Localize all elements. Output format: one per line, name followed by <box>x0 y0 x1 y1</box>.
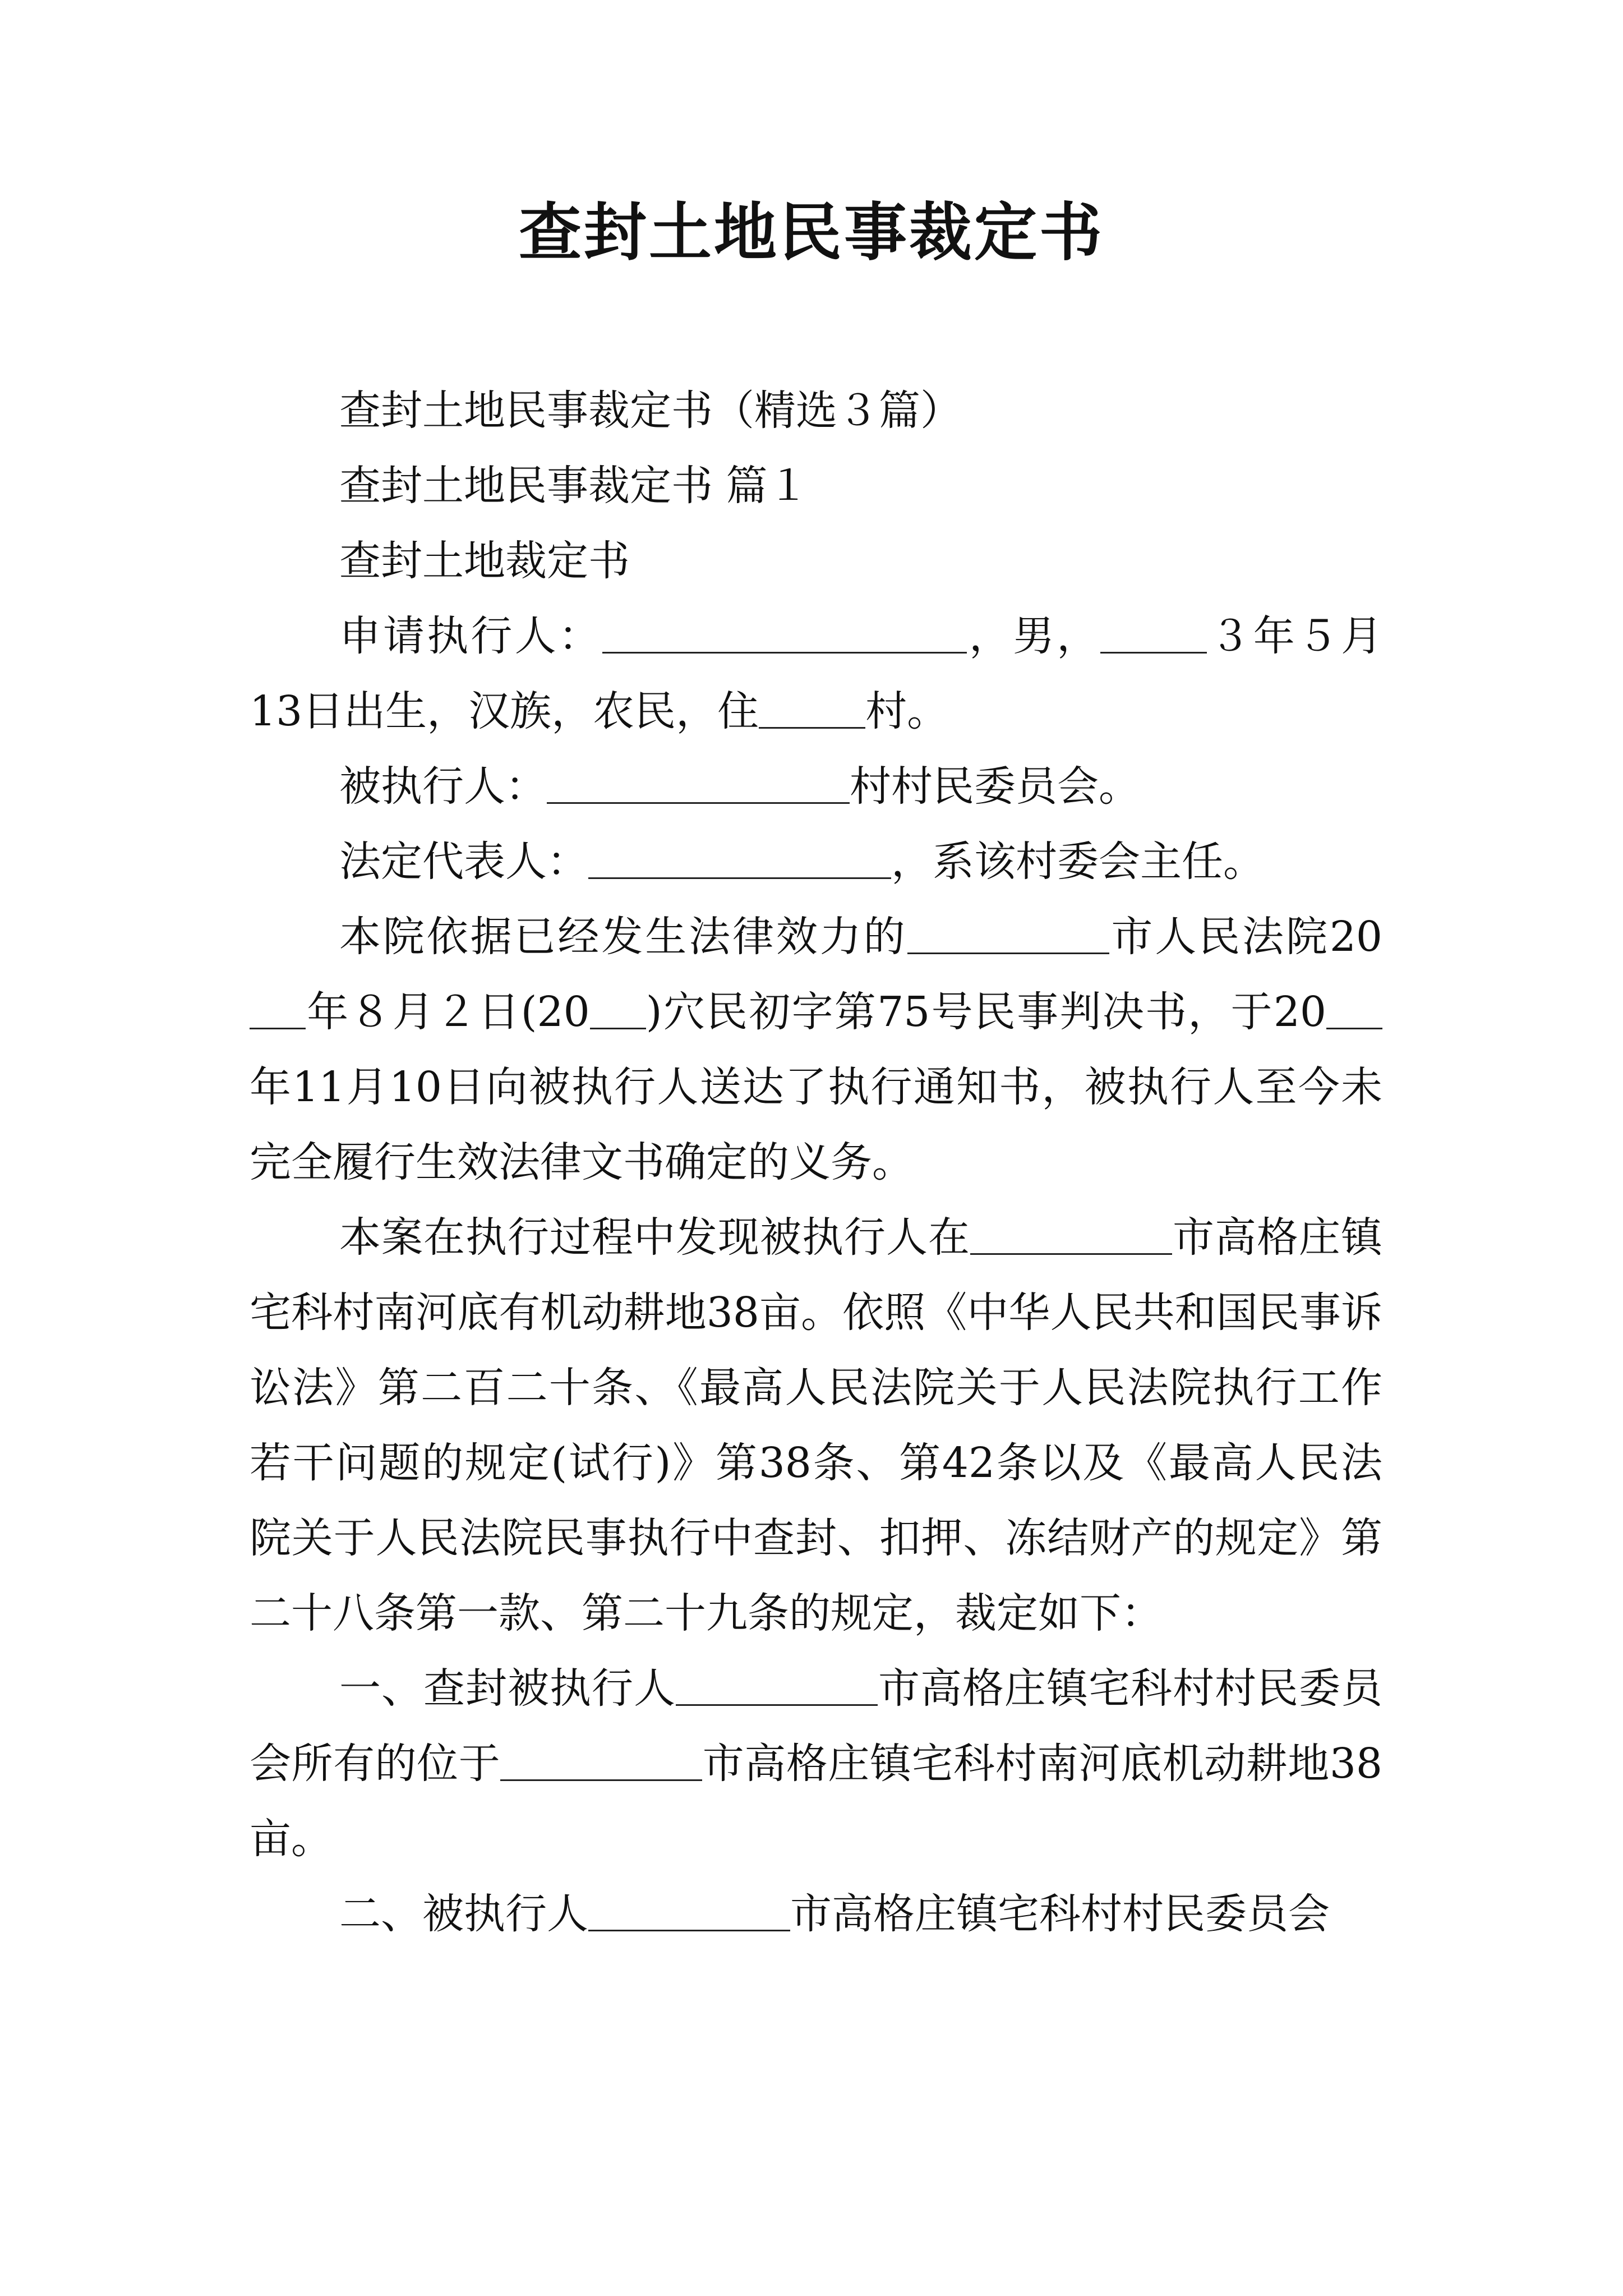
document-title: 查封土地民事裁定书 <box>519 196 1104 269</box>
representative-label: 法定代表人： <box>339 838 588 886</box>
line-collection-title: 查封土地民事裁定书（精选３篇） <box>339 386 962 435</box>
respondent-suffix: 村村民委员会。 <box>850 762 1140 811</box>
blank-year-3 <box>1326 986 1382 1029</box>
item1-text-c: 市高格庄镇宅科村南河底机动耕地38亩。 <box>250 1740 1382 1863</box>
blank-item1-city-2 <box>500 1738 702 1781</box>
found-text-b: 市高格庄镇宅科村南河底有机动耕地38亩。依照《中华人民共和国民事诉讼法》第二百二十条、《最高人民法院关于人民法院执行工作若干问题的规定(试行)》第38条、第42条以及《最高人民法院关于人民法院民事执行中查封、扣押、冻结财产的规定》第二十八条第一款、第二十九条的规定，裁定如下： <box>250 1213 1382 1637</box>
item2-text-b: 市高格庄镇宅科村村民委员会 <box>790 1890 1330 1938</box>
respondent-label: 被执行人： <box>339 762 547 811</box>
line-document-name: 查封土地裁定书 <box>339 537 630 585</box>
paragraph-found <box>250 1200 1382 1651</box>
paragraph-basis <box>250 899 1382 1200</box>
blank-court-city <box>907 911 1109 954</box>
blank-year-2 <box>590 986 646 1029</box>
paragraph-item-2 <box>250 1876 1382 1952</box>
blank-item2-city <box>588 1888 790 1931</box>
item1-text-a: 一、查封被执行人 <box>339 1664 676 1713</box>
paragraph-applicant <box>250 599 1382 749</box>
blank-respondent-name <box>547 761 850 804</box>
document-body <box>250 373 1382 1952</box>
basis-text-e: 年11月10日向被执行人送达了执行通知书，被执行人至今未完全履行生效法律文书确定的义务。 <box>250 1063 1382 1186</box>
blank-birth-year <box>1100 610 1207 654</box>
blank-year-1 <box>250 986 306 1029</box>
applicant-birth: ３年５月13日出生，汉族，农民，住 <box>250 612 1383 735</box>
blank-representative-name <box>588 836 891 879</box>
item1-text-b: 市高格庄镇宅科村村民委员会所有的位于 <box>250 1664 1382 1788</box>
applicant-village: 村。 <box>865 687 949 735</box>
basis-text-d: )穴民初字第75号民事判决书，于20 <box>645 988 1326 1036</box>
paragraph-respondent <box>250 749 1382 824</box>
applicant-gender: ，男， <box>966 612 1101 660</box>
blank-found-city <box>970 1212 1172 1255</box>
representative-suffix: ，系该村委会主任。 <box>891 838 1265 886</box>
found-text-a: 本案在执行过程中发现被执行人在 <box>339 1213 970 1262</box>
paragraph-representative <box>250 824 1382 899</box>
applicant-label: 申请执行人： <box>339 612 602 660</box>
blank-village <box>759 685 865 729</box>
line-chapter-heading: 查封土地民事裁定书 篇１ <box>339 462 809 510</box>
paragraph-item-1 <box>250 1651 1382 1876</box>
blank-item1-city-1 <box>676 1663 878 1706</box>
basis-text-a: 本院依据已经发生法律效力的 <box>339 913 907 961</box>
basis-text-b: 市人民法院20 <box>1109 913 1382 961</box>
basis-text-c: 年８月２日(20 <box>306 988 590 1036</box>
blank-applicant-name <box>602 610 967 654</box>
item2-text-a: 二、被执行人 <box>339 1890 588 1938</box>
